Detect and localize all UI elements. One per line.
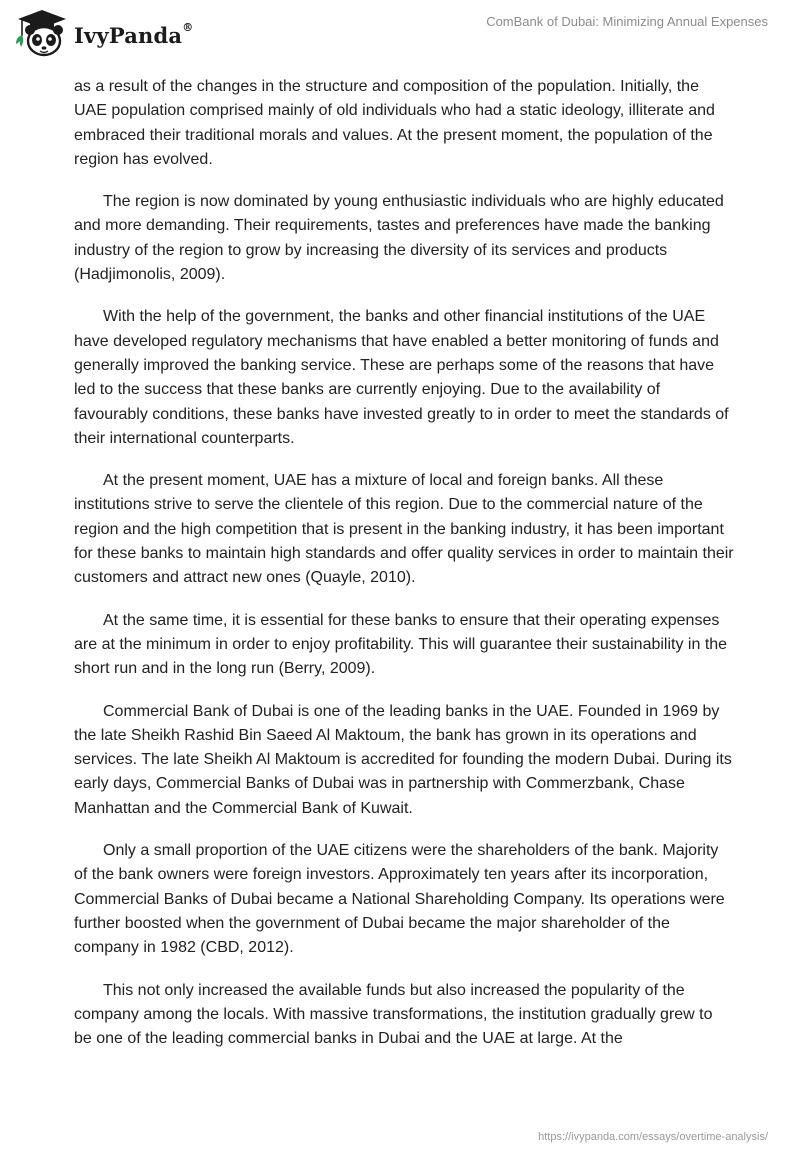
panda-graduate-icon [14,8,70,60]
document-title: ComBank of Dubai: Minimizing Annual Expenses [486,14,768,29]
paragraph-3: With the help of the government, the banks and other financial institutions of the UAE have developed regulatory mechanisms that have enabled a better monitoring of funds and generally improved the banking service. These are perhaps some of the reasons that have led to the success that these banks are currently enjoying. Due to the availability of favourably conditions, these banks have invested greatly to in order to meet the standards of their international counterparts. [74,308,729,447]
brand-logo[interactable] [14,8,193,60]
source-url[interactable]: https://ivypanda.com/essays/overtime-analysis/ [538,1131,768,1143]
paragraph-8: This not only increased the available funds but also increased the popularity of the company among the locals. With massive transformations, the institution gradually grew to be one of the leading commercial banks in Dubai and the UAE at large. At the [74,981,713,1048]
paragraph-1: as a result of the changes in the structure and composition of the population. Initially, the UAE population comprised mainly of old individuals who had a static ideology, illiterate and embraced their traditional morals and values. At the present moment, the population of the region has evolved. [74,78,715,168]
paragraph-6: Commercial Bank of Dubai is one of the leading banks in the UAE. Founded in 1969 by the late Sheikh Rashid Bin Saeed Al Maktoum, the bank has grown in its operations and services. The late Sheikh Al Maktoum is accredited for founding the modern Dubai. During its early days, Commercial Banks of Dubai was in partnership with Commerzbank, Chase Manhattan and the Commercial Bank of Kuwait. [74,702,732,817]
registered-mark: ® [182,20,194,34]
page-header [0,0,800,70]
brand-name-text: IvyPanda [74,22,183,48]
paragraph-5: At the same time, it is essential for these banks to ensure that their operating expenses are at the minimum in order to enjoy profitability. This will guarantee their sustainability in the short run and in the long run (Berry, 2009). [74,611,728,678]
paragraph-4: At the present moment, UAE has a mixture of local and foreign banks. All these institutions strive to serve the clientele of this region. Due to the commercial nature of the region and the high competition that is present in the banking industry, it has been important for these banks to maintain high standards and offer quality services in order to maintain their customers and attract new ones (Quayle, 2010). [74,472,734,587]
essay-body [74,75,734,1069]
brand-name [74,20,194,48]
paragraph-7: Only a small proportion of the UAE citizens were the shareholders of the bank. Majority of the bank owners were foreign investors. Approximately ten years after its incorporation, Commercial Banks of Dubai became a National Shareholding Company. Its operations were further boosted when the government of Dubai became the major shareholder of the company in 1982 (CBD, 2012). [74,842,725,957]
paragraph-2: The region is now dominated by young enthusiastic individuals who are highly educated and more demanding. Their requirements, tastes and preferences have made the banking industry of the region to grow by increasing the diversity of its services and products (Hadjimonolis, 2009). [74,193,724,284]
